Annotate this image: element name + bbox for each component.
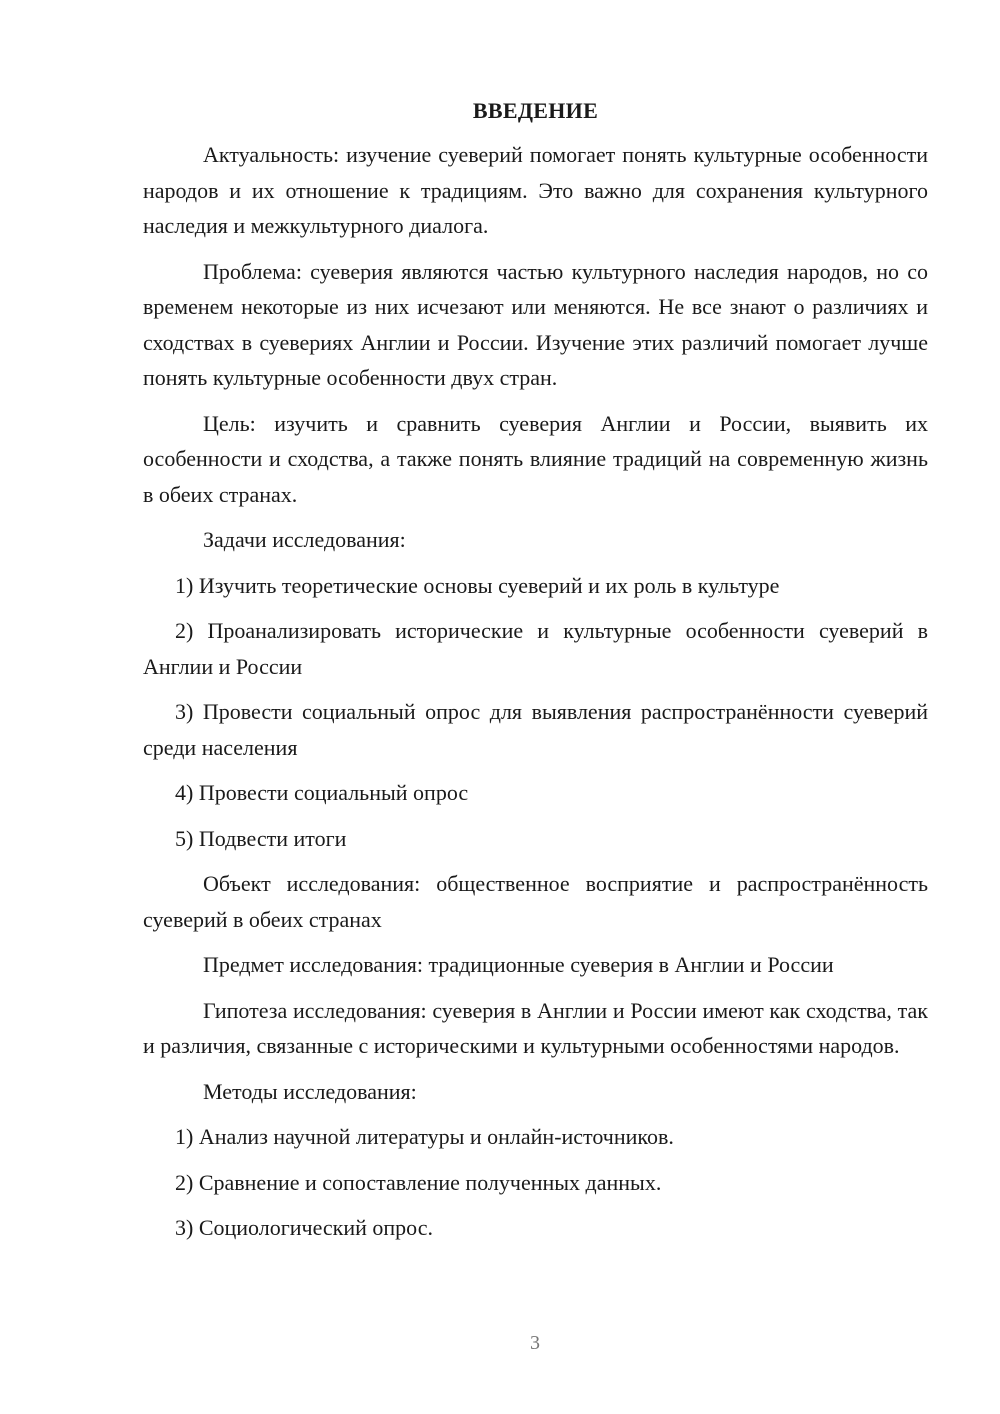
subject-paragraph: Предмет исследования: традиционные суеверия в Англии и России [203, 952, 834, 977]
task-item: 5) Подвести итоги [175, 825, 347, 851]
task-item: 4) Провести социальный опрос [175, 780, 469, 805]
method-item: 3) Социологический опрос. [175, 1215, 433, 1240]
method-item: 2) Сравнение и сопоставление полученных данных. [175, 1169, 662, 1195]
document-page [143, 95, 928, 1256]
task-item: 3) Провести социальный опрос для выявления распространённости суеверий среди населения [143, 699, 928, 760]
hypothesis-paragraph: Гипотеза исследования: суеверия в Англии и России имеют как сходства, так и различия, связанные с историческими и культурными особенностями народов. [143, 997, 928, 1058]
tasks-heading: Задачи исследования: [203, 527, 406, 552]
problem-paragraph: Проблема: суеверия являются частью культурного наследия народов, но со временем некоторые из них исчезают или меняются. Не все знают о различиях и сходствах в суевериях Англии и России. Изучение этих различий помогает лучше понять культурные особенности двух стран. [143, 258, 928, 390]
object-paragraph: Объект исследования: общественное восприятие и распространённость суеверий в обеих странах [143, 871, 928, 932]
section-title: ВВЕДЕНИЕ [472, 98, 599, 123]
methods-heading: Методы исследования: [203, 1078, 417, 1104]
goal-paragraph: Цель: изучить и сравнить суеверия Англии и России, выявить их особенности и сходства, а также понять влияние традиций на современную жизнь в обеих странах. [143, 410, 928, 507]
method-item: 1) Анализ научной литературы и онлайн-источников. [175, 1124, 674, 1149]
page-number: 3 [530, 1332, 540, 1354]
task-item: 2) Проанализировать исторические и культурные особенности суеверий в Англии и России [143, 618, 928, 679]
relevance-paragraph: Актуальность: изучение суеверий помогает понять культурные особенности народов и их отношение к традициям. Это важно для сохранения культурного наследия и межкультурного диалога. [143, 142, 928, 238]
task-item: 1) Изучить теоретические основы суеверий и их роль в культуре [175, 572, 780, 598]
